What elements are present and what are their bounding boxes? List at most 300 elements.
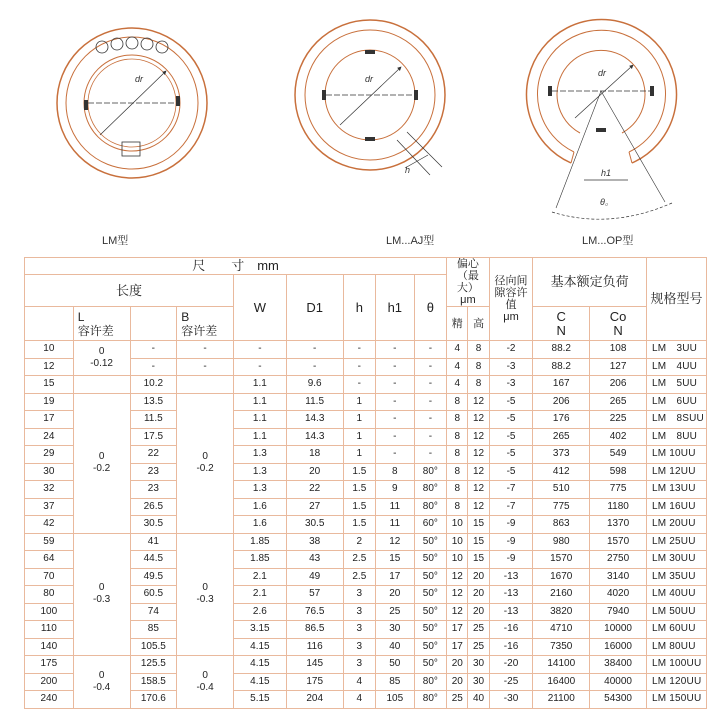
cell-b: 22 [130,446,177,464]
cell-model: LM 120UU [646,673,706,691]
cell-e1: 4 [447,341,468,359]
cell-th: 80° [414,463,447,481]
cell-co: 40000 [590,673,647,691]
lm-aj-type-diagram [295,20,445,175]
cell-b-tol [177,393,234,533]
cell-h1: 8 [376,463,415,481]
header-d1: D1 [286,275,343,341]
cell-th: 50° [414,603,447,621]
cell-th: 80° [414,673,447,691]
cell-e1: 20 [447,656,468,674]
cell-model: LM 6UU [646,393,706,411]
cell-h: 3 [343,638,375,656]
cell-co: 775 [590,481,647,499]
cell-h1: 85 [376,673,415,691]
cell-b: - [130,341,177,359]
cell-h: - [343,341,375,359]
cell-r: -9 [489,533,533,551]
cell-model: LM 4UU [646,358,706,376]
cell-h1: 25 [376,603,415,621]
cell-w: 4.15 [234,673,287,691]
cell-w: 2.6 [234,603,287,621]
cell-r: -9 [489,551,533,569]
cell-model: LM 8UU [646,428,706,446]
header-co [590,307,647,341]
header-c-unit: N [556,322,566,338]
cell-b: 23 [130,481,177,499]
cell-c: 1670 [533,568,590,586]
cell-r: -7 [489,498,533,516]
cell-c: 1570 [533,551,590,569]
cell-r: -25 [489,673,533,691]
cell-h1: - [376,341,415,359]
header-radial-label: 径向间隙容许值 [494,275,528,311]
header-length: 长度 [25,275,234,307]
cell-model: LM 100UU [646,656,706,674]
cell-h1: 15 [376,551,415,569]
cell-h: 3 [343,586,375,604]
header-co-unit: N [613,322,623,338]
cell-e1: 25 [447,691,468,709]
cell-w: 4.15 [234,638,287,656]
cell-th: - [414,446,447,464]
cell-model: LM 60UU [646,621,706,639]
cell-w: 1.85 [234,551,287,569]
cell-d: 64 [25,551,74,569]
cell-h1: - [376,428,415,446]
tol-lower: -0.2 [196,463,214,474]
cell-th: - [414,393,447,411]
cell-h1: 40 [376,638,415,656]
bearing-diagrams [0,0,715,255]
cell-e2: 15 [468,516,489,534]
header-load: 基本额定负荷 [533,258,647,307]
table-header [25,258,707,341]
cell-co: 1180 [590,498,647,516]
cell-d: 140 [25,638,74,656]
cell-co: 3140 [590,568,647,586]
cell-r: -13 [489,586,533,604]
cell-d: 200 [25,673,74,691]
cell-e1: 12 [447,603,468,621]
cell-d: 12 [25,358,74,376]
header-l [73,307,130,341]
cell-w: 1.85 [234,533,287,551]
cell-e1: 8 [447,428,468,446]
cell-b: 85 [130,621,177,639]
cell-e2: 12 [468,446,489,464]
cell-b: - [130,358,177,376]
tol-upper: 0 [98,669,105,681]
table-row [25,376,707,394]
cell-h1: 11 [376,516,415,534]
cell-w: 1.3 [234,463,287,481]
cell-d: 29 [25,446,74,464]
cell-b: 105.5 [130,638,177,656]
cell-d1: 11.5 [286,393,343,411]
cell-c: 265 [533,428,590,446]
cell-c: 21100 [533,691,590,709]
header-b [177,307,234,341]
cell-w: 4.15 [234,656,287,674]
cell-e2: 20 [468,586,489,604]
cell-b-tol: - [177,358,234,376]
cell-co: 402 [590,428,647,446]
cell-d1: 22 [286,481,343,499]
cell-c: 167 [533,376,590,394]
cell-e1: 8 [447,481,468,499]
header-radial [489,258,533,341]
cell-d: 30 [25,463,74,481]
cell-b-tol: - [177,341,234,359]
header-jing: 精 [447,307,468,341]
cell-h1: 9 [376,481,415,499]
cell-d1: - [286,341,343,359]
cell-e1: 10 [447,516,468,534]
cell-e2: 8 [468,341,489,359]
cell-th: 80° [414,691,447,709]
header-l-tol: 容许差 [77,323,114,338]
cell-d1: 38 [286,533,343,551]
header-co-label: Co [609,308,627,324]
cell-r: -5 [489,411,533,429]
cell-d1: 57 [286,586,343,604]
cell-c: 14100 [533,656,590,674]
cell-b: 10.2 [130,376,177,394]
cell-d: 17 [25,411,74,429]
cell-w: 2.1 [234,568,287,586]
table-row [25,533,707,551]
tol-lower: -0.3 [196,594,214,606]
cell-co: 265 [590,393,647,411]
cell-d1: 145 [286,656,343,674]
cell-model: LM 10UU [646,446,706,464]
cell-model: LM 30UU [646,551,706,569]
cell-th: - [414,358,447,376]
tol-upper: 0 [202,582,208,594]
cell-r: -16 [489,638,533,656]
caption-lm-op: LM...OP型 [582,235,634,247]
header-gao: 高 [468,307,489,341]
cell-e2: 15 [468,551,489,569]
cell-e1: 4 [447,376,468,394]
cell-d: 37 [25,498,74,516]
cell-d: 175 [25,656,74,674]
cell-e2: 12 [468,498,489,516]
cell-e1: 12 [447,586,468,604]
header-w: W [234,275,287,341]
cell-w: - [234,341,287,359]
cell-b: 125.5 [130,656,177,674]
caption-lm: LM型 [102,235,129,247]
cell-d: 59 [25,533,74,551]
cell-th: 50° [414,533,447,551]
cell-co: 16000 [590,638,647,656]
cell-th: 80° [414,481,447,499]
cell-h: 1.5 [343,481,375,499]
cell-d1: 14.3 [286,428,343,446]
cell-w: 1.1 [234,393,287,411]
cell-b: 11.5 [130,411,177,429]
tol-upper: 0 [98,346,105,357]
cell-e1: 4 [447,358,468,376]
cell-model: LM 16UU [646,498,706,516]
cell-th: 80° [414,498,447,516]
tol-lower: -0.4 [92,681,111,693]
cell-d1: 9.6 [286,376,343,394]
cell-c: 88.2 [533,358,590,376]
cell-d: 10 [25,341,74,359]
caption-lm-aj: LM...AJ型 [386,235,435,247]
cell-b-tol [177,376,234,394]
cell-e2: 12 [468,481,489,499]
table-row [25,341,707,359]
header-b-blank [130,307,177,341]
cell-h: 4 [343,691,375,709]
cell-h1: 12 [376,533,415,551]
cell-h: 3 [343,603,375,621]
cell-w: - [234,358,287,376]
cell-h1: 30 [376,621,415,639]
cell-h: 1.5 [343,463,375,481]
cell-w: 5.15 [234,691,287,709]
cell-h1: - [376,393,415,411]
lm-type-diagram [57,28,207,178]
cell-e1: 8 [447,498,468,516]
cell-h1: 20 [376,586,415,604]
cell-d1: 43 [286,551,343,569]
svg-text:h1: h1 [601,168,612,178]
cell-e1: 12 [447,568,468,586]
svg-text:h: h [405,165,411,175]
cell-r: -5 [489,428,533,446]
spec-table [24,257,707,709]
cell-e2: 20 [468,568,489,586]
cell-h1: - [376,376,415,394]
cell-e1: 10 [447,533,468,551]
cell-th: 50° [414,568,447,586]
table-row [25,393,707,411]
svg-text:θ。: θ。 [600,197,614,207]
cell-d: 80 [25,586,74,604]
cell-d: 15 [25,376,74,394]
cell-co: 54300 [590,691,647,709]
cell-e2: 30 [468,673,489,691]
cell-b: 30.5 [130,516,177,534]
cell-w: 1.1 [234,428,287,446]
tol-upper: 0 [202,451,208,462]
cell-d1: 86.5 [286,621,343,639]
header-eccentric [447,258,490,307]
header-b-tol: 容许差 [181,323,218,338]
cell-model: LM 40UU [646,586,706,604]
cell-model: LM 25UU [646,533,706,551]
cell-b: 13.5 [130,393,177,411]
cell-e1: 8 [447,411,468,429]
cell-e2: 12 [468,428,489,446]
tol-upper: 0 [202,669,208,681]
cell-r: -13 [489,568,533,586]
cell-c: 176 [533,411,590,429]
header-size-group: 尺 寸 mm [25,258,447,275]
cell-th: 50° [414,586,447,604]
cell-th: - [414,428,447,446]
cell-r: -13 [489,603,533,621]
cell-co: 127 [590,358,647,376]
cell-b: 23 [130,463,177,481]
cell-h: 2 [343,533,375,551]
cell-h1: - [376,446,415,464]
cell-model: LM 50UU [646,603,706,621]
cell-b: 49.5 [130,568,177,586]
svg-text:dr: dr [365,74,374,84]
cell-model: LM 35UU [646,568,706,586]
cell-e2: 15 [468,533,489,551]
cell-th: 50° [414,621,447,639]
cell-h1: 17 [376,568,415,586]
cell-r: -3 [489,376,533,394]
cell-b: 41 [130,533,177,551]
cell-co: 206 [590,376,647,394]
cell-e2: 40 [468,691,489,709]
cell-c: 4710 [533,621,590,639]
cell-model: LM 80UU [646,638,706,656]
cell-c: 206 [533,393,590,411]
cell-l-tol-blank [73,376,130,394]
cell-d1: 49 [286,568,343,586]
cell-l-tol [73,341,130,376]
cell-co: 38400 [590,656,647,674]
cell-d1: 30.5 [286,516,343,534]
cell-r: -5 [489,446,533,464]
cell-e2: 25 [468,621,489,639]
cell-b-tol [177,533,234,656]
cell-th: 50° [414,638,447,656]
cell-e1: 17 [447,638,468,656]
cell-model: LM 8SUU [646,411,706,429]
cell-d1: 204 [286,691,343,709]
cell-model: LM 13UU [646,481,706,499]
cell-h: 1 [343,428,375,446]
cell-h: 4 [343,673,375,691]
header-c [533,307,590,341]
cell-l-tol [73,656,130,709]
table-row [25,656,707,674]
lm-op-type-diagram [527,19,677,219]
cell-h: - [343,376,375,394]
cell-c: 775 [533,498,590,516]
cell-e2: 12 [468,393,489,411]
cell-r: -5 [489,393,533,411]
tol-lower: -0.2 [92,463,111,474]
svg-text:dr: dr [598,68,607,78]
cell-e1: 17 [447,621,468,639]
cell-r: -9 [489,516,533,534]
cell-co: 598 [590,463,647,481]
tol-upper: 0 [98,451,105,462]
cell-th: - [414,411,447,429]
cell-d: 24 [25,428,74,446]
header-b-label: B [181,309,190,324]
cell-co: 225 [590,411,647,429]
svg-text:dr: dr [135,74,144,84]
cell-r: -3 [489,358,533,376]
cell-co: 1570 [590,533,647,551]
header-theta: θ [414,275,447,341]
cell-w: 1.1 [234,411,287,429]
cell-c: 7350 [533,638,590,656]
cell-h: - [343,358,375,376]
cell-b-tol [177,656,234,709]
cell-th: - [414,376,447,394]
cell-r: -2 [489,341,533,359]
cell-d: 110 [25,621,74,639]
cell-b: 74 [130,603,177,621]
header-radial-unit: μm [503,311,519,323]
cell-model: LM 12UU [646,463,706,481]
cell-l-tol [73,533,130,656]
header-eccentric-max: （最大） [456,270,479,294]
cell-e1: 8 [447,463,468,481]
cell-w: 1.6 [234,498,287,516]
cell-co: 108 [590,341,647,359]
cell-w: 3.15 [234,621,287,639]
header-eccentric-label: 偏心 [456,258,479,270]
cell-th: 50° [414,656,447,674]
cell-r: -7 [489,481,533,499]
cell-c: 863 [533,516,590,534]
cell-h1: - [376,411,415,429]
cell-e1: 10 [447,551,468,569]
cell-b: 17.5 [130,428,177,446]
cell-co: 10000 [590,621,647,639]
cell-h1: 50 [376,656,415,674]
cell-c: 980 [533,533,590,551]
cell-b: 44.5 [130,551,177,569]
cell-h1: 11 [376,498,415,516]
tol-lower: -0.4 [196,681,214,693]
cell-model: LM 5UU [646,376,706,394]
cell-th: - [414,341,447,359]
cell-w: 1.6 [234,516,287,534]
cell-d: 240 [25,691,74,709]
cell-e1: 8 [447,393,468,411]
cell-e1: 20 [447,673,468,691]
cell-d1: 175 [286,673,343,691]
header-h: h [343,275,375,341]
cell-c: 510 [533,481,590,499]
diagram-svg [0,0,715,255]
cell-e2: 12 [468,463,489,481]
cell-e2: 20 [468,603,489,621]
cell-d1: 14.3 [286,411,343,429]
cell-b: 170.6 [130,691,177,709]
cell-d1: - [286,358,343,376]
cell-h1: - [376,358,415,376]
cell-e2: 8 [468,358,489,376]
cell-d1: 76.5 [286,603,343,621]
cell-d1: 27 [286,498,343,516]
cell-h: 3 [343,656,375,674]
cell-e1: 8 [447,446,468,464]
tol-lower: -0.12 [90,358,113,369]
cell-w: 1.3 [234,481,287,499]
tol-upper: 0 [98,582,105,594]
cell-h: 2.5 [343,551,375,569]
cell-th: 60° [414,516,447,534]
cell-c: 412 [533,463,590,481]
cell-d: 100 [25,603,74,621]
